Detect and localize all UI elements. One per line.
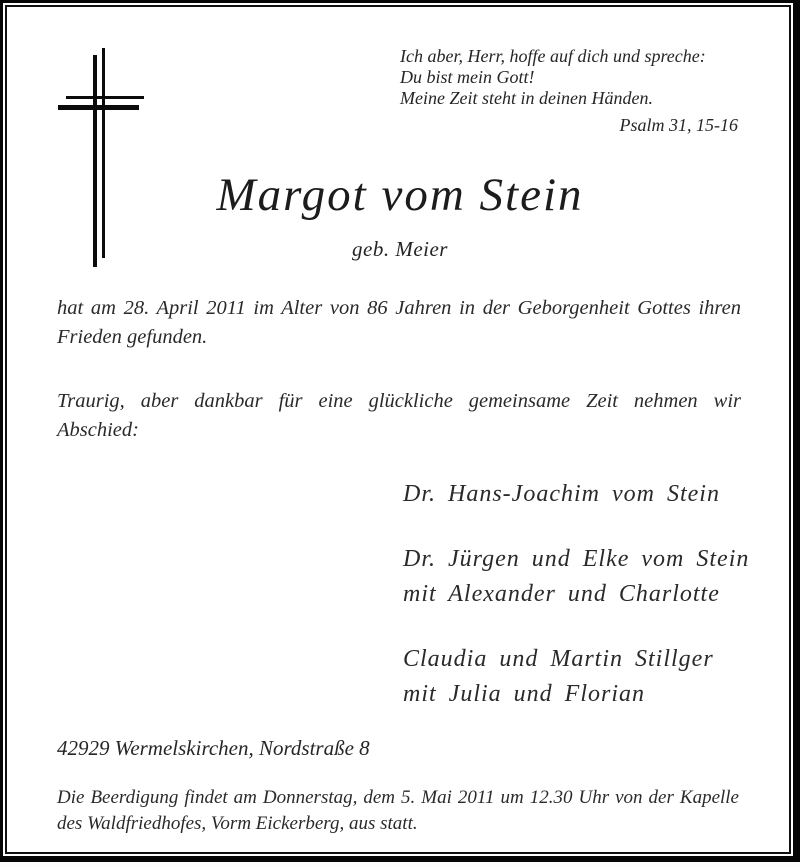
funeral-line-1: Die Beerdigung findet am Donnerstag, dem 5. Mai 2011 um 12.30 Uhr von der Kapelle <box>57 787 739 808</box>
funeral-line-2: des Waldfriedhofes, Vorm Eickerberg, aus statt. <box>57 813 418 834</box>
death-announcement-line-1: hat am 28. April 2011 im Alter von 86 Jahren in der Geborgenheit Gottes ihren <box>57 297 741 319</box>
deceased-name: Margot vom Stein <box>216 169 584 221</box>
mourners-list <box>403 477 748 742</box>
address-line: 42929 Wermelskirchen, Nordstraße 8 <box>57 736 370 760</box>
quote-line-2: Du bist mein Gott! <box>400 67 535 87</box>
cross-vertical-thick <box>93 55 97 267</box>
cross-horizontal-thick <box>58 105 139 110</box>
quote-line-1: Ich aber, Herr, hoffe auf dich und spreche: <box>400 46 706 66</box>
mourner-group-1 <box>403 477 748 512</box>
scripture-quote <box>400 46 742 136</box>
funeral-details <box>57 785 739 837</box>
mourner-name: Dr. Hans-Joachim vom Stein <box>403 481 720 507</box>
death-announcement-line-2: Frieden gefunden. <box>57 325 208 348</box>
cross-horizontal-thin <box>66 96 144 99</box>
psalm-reference: Psalm 31, 15-16 <box>619 115 738 135</box>
mourner-children: mit Julia und Florian <box>403 681 645 707</box>
mourner-children: mit Alexander und Charlotte <box>403 581 720 607</box>
mourner-group-3 <box>403 642 748 712</box>
farewell-line-2: Abschied: <box>57 418 139 441</box>
mourner-group-2 <box>403 542 748 612</box>
farewell-line-1: Traurig, aber dankbar für eine glückliche gemeinsame Zeit nehmen wir <box>57 390 741 412</box>
cross-vertical-thin <box>102 48 105 258</box>
farewell-text <box>57 387 741 444</box>
birth-name: geb. Meier <box>352 237 448 261</box>
mourner-name: Dr. Jürgen und Elke vom Stein <box>403 546 750 572</box>
quote-line-3: Meine Zeit steht in deinen Händen. <box>400 88 653 108</box>
death-announcement <box>57 294 741 351</box>
mourner-name: Claudia und Martin Stillger <box>403 646 714 672</box>
